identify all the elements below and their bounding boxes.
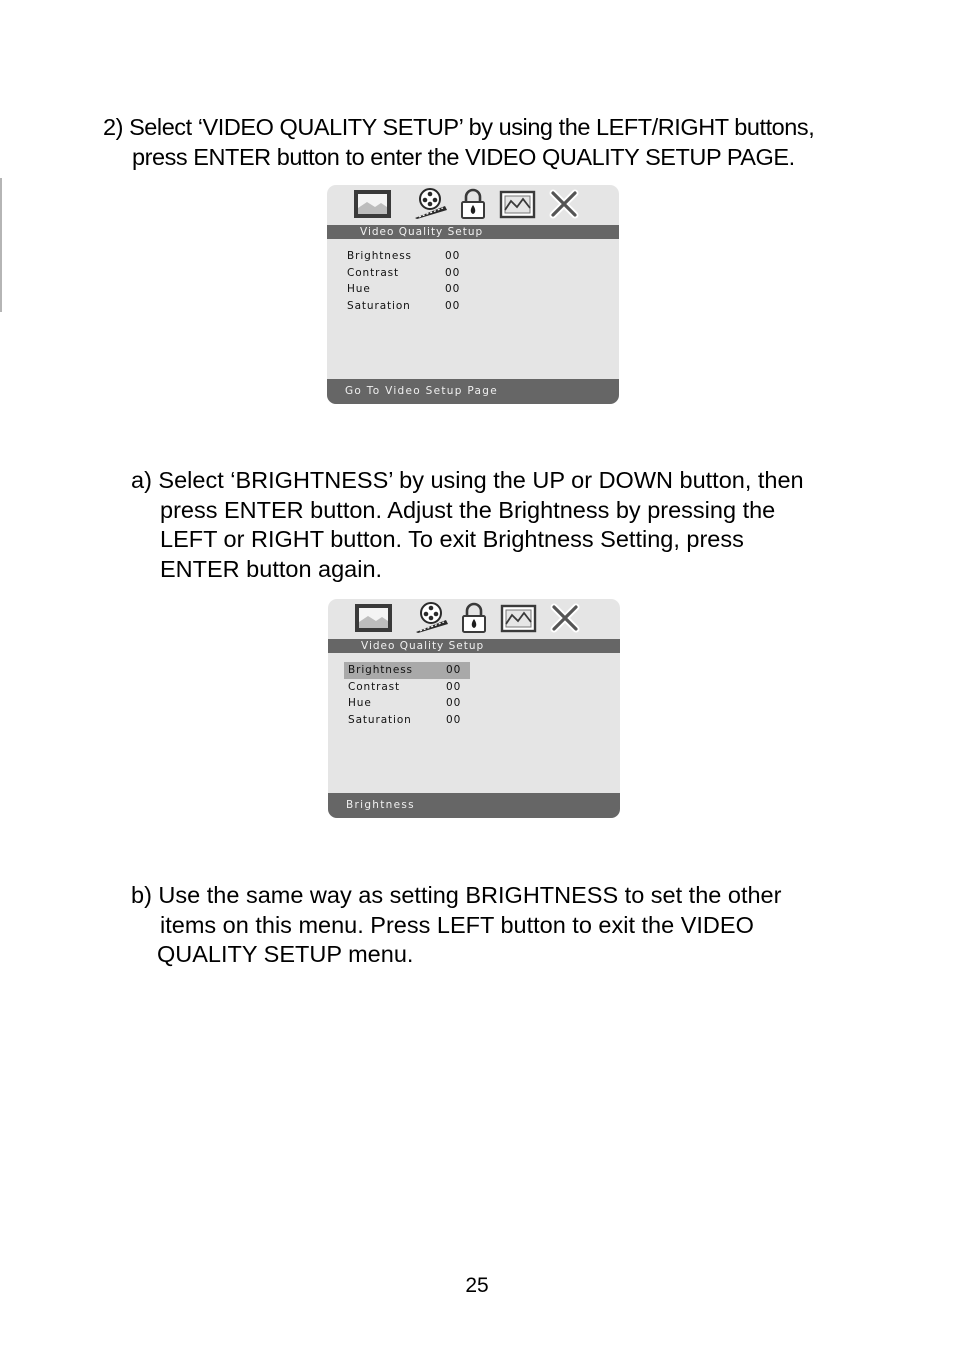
setting-row-saturation[interactable] [344, 712, 494, 729]
setting-label: Hue [348, 697, 372, 709]
setting-label: Saturation [348, 713, 412, 726]
lock-icon [460, 188, 486, 220]
step-a-line-4: ENTER button again. [160, 555, 383, 582]
picture-icon [500, 602, 538, 634]
picture-icon [499, 188, 537, 220]
setting-row-contrast[interactable] [343, 265, 493, 282]
setting-row-contrast[interactable] [344, 679, 494, 696]
setting-label: Brightness [348, 664, 413, 676]
tv-icon [353, 188, 393, 220]
step-b-line-3: QUALITY SETUP menu. [157, 941, 414, 968]
setting-value: 00 [445, 250, 461, 262]
step-b-instruction [131, 881, 781, 970]
setting-row-brightness[interactable] [343, 248, 493, 265]
step-b-line-1: b) Use the same way as setting BRIGHTNESS to set the other [131, 882, 782, 908]
setting-row-hue[interactable] [343, 281, 493, 298]
menu-title-bar [327, 225, 619, 239]
setting-value: 00 [446, 664, 462, 676]
film-reel-icon [410, 602, 452, 634]
setting-value: 00 [446, 680, 462, 693]
step-2-instruction [103, 113, 814, 172]
setting-value: 00 [445, 283, 461, 295]
film-reel-icon [409, 188, 451, 220]
step-a-line-3: LEFT or RIGHT button. To exit Brightness Setting, press [160, 526, 744, 553]
menu-title: Video Quality Setup [361, 640, 485, 652]
setting-label: Contrast [348, 680, 401, 693]
step-2-line-1: 2) Select ‘VIDEO QUALITY SETUP’ by using the LEFT/RIGHT buttons, [103, 114, 815, 140]
menu-title-bar [328, 639, 620, 653]
setting-value: 00 [446, 713, 462, 726]
setting-value: 00 [446, 697, 462, 709]
setting-label: Hue [347, 283, 371, 295]
menu-icon-bar [327, 185, 619, 225]
step-a-line-2: press ENTER button. Adjust the Brightness by pressing the [160, 496, 776, 523]
step-2-line-2: press ENTER button to enter the VIDEO QUALITY SETUP PAGE. [132, 143, 795, 170]
setting-row-hue[interactable] [344, 695, 494, 712]
menu-status-bar [328, 793, 620, 818]
setting-value: 00 [445, 266, 461, 279]
exit-icon [550, 602, 580, 634]
setting-value: 00 [445, 299, 461, 312]
exit-icon [549, 188, 579, 220]
status-text: Go To Video Setup Page [345, 385, 498, 397]
tv-icon [354, 602, 394, 634]
setting-list [343, 248, 493, 314]
video-quality-setup-screen [327, 185, 619, 404]
setting-label: Contrast [347, 266, 400, 279]
setting-row-brightness-selected[interactable] [344, 662, 470, 679]
step-a-line-1: a) Select ‘BRIGHTNESS’ by using the UP or DOWN button, then [131, 467, 804, 493]
status-text: Brightness [346, 799, 415, 811]
step-b-line-2: items on this menu. Press LEFT button to exit the VIDEO [160, 911, 754, 938]
edge-mark [0, 178, 2, 312]
video-quality-setup-screen-brightness [328, 599, 620, 818]
step-a-instruction [131, 466, 804, 584]
page-number: 25 [465, 1274, 489, 1297]
menu-status-bar [327, 379, 619, 404]
lock-icon [461, 602, 487, 634]
menu-title: Video Quality Setup [360, 226, 484, 238]
setting-label: Brightness [347, 250, 412, 262]
menu-icon-bar [328, 599, 620, 639]
setting-label: Saturation [347, 299, 411, 312]
setting-list [344, 662, 494, 728]
setting-row-saturation[interactable] [343, 298, 493, 315]
